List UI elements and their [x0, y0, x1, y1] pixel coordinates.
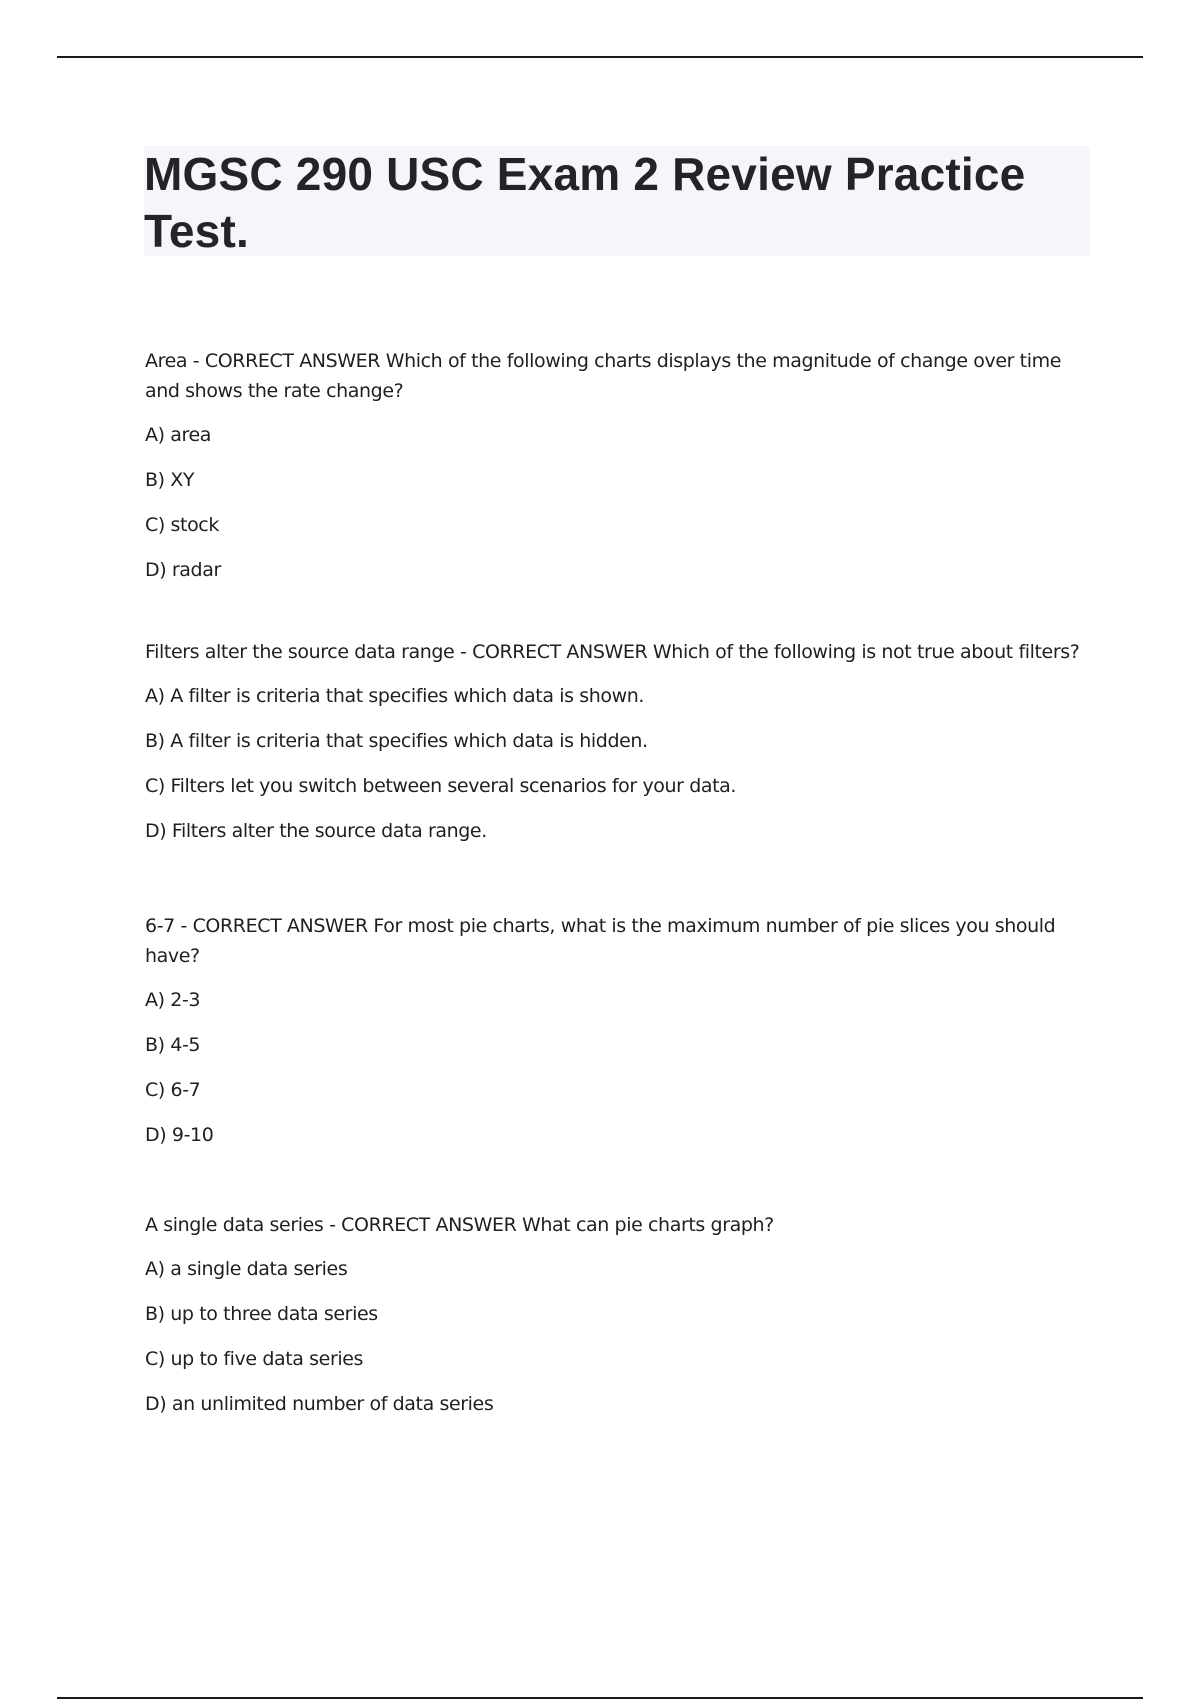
answer-option: D) an unlimited number of data series: [145, 1393, 494, 1415]
title-banner: [144, 146, 1090, 256]
answer-option: A) A filter is criteria that specifies which data is shown.: [145, 685, 645, 707]
question-text: A single data series - CORRECT ANSWER What can pie charts graph?: [145, 1214, 774, 1236]
question-list: [145, 346, 1090, 1471]
answer-option: A) area: [145, 424, 212, 446]
question-text: 6-7 - CORRECT ANSWER For most pie charts, what is the maximum number of pie slices you should have?: [145, 915, 1056, 967]
answer-option: C) 6-7: [145, 1079, 201, 1101]
answer-option: B) up to three data series: [145, 1303, 378, 1325]
footer-divider: [57, 1697, 1143, 1699]
question-block: [145, 1210, 1090, 1419]
answer-option: C) Filters let you switch between several scenarios for your data.: [145, 775, 737, 797]
question-block: [145, 346, 1090, 585]
answer-option: C) stock: [145, 514, 219, 536]
answer-option: C) up to five data series: [145, 1348, 364, 1370]
question-text: Area - CORRECT ANSWER Which of the following charts displays the magnitude of change over time and shows the rate change?: [145, 350, 1061, 402]
answer-option: B) 4-5: [145, 1034, 201, 1056]
header-divider: [57, 56, 1143, 58]
answer-option: A) a single data series: [145, 1258, 348, 1280]
question-block: [145, 637, 1090, 846]
answer-option: A) 2-3: [145, 989, 201, 1011]
question-text: Filters alter the source data range - CORRECT ANSWER Which of the following is not true about filters?: [145, 641, 1080, 663]
answer-option: D) Filters alter the source data range.: [145, 820, 487, 842]
answer-option: D) 9-10: [145, 1124, 214, 1146]
document-title: MGSC 290 USC Exam 2 Review Practice Test.: [144, 148, 1026, 257]
question-block: [145, 911, 1090, 1150]
answer-option: D) radar: [145, 559, 221, 581]
answer-option: B) A filter is criteria that specifies which data is hidden.: [145, 730, 648, 752]
answer-option: B) XY: [145, 469, 195, 491]
